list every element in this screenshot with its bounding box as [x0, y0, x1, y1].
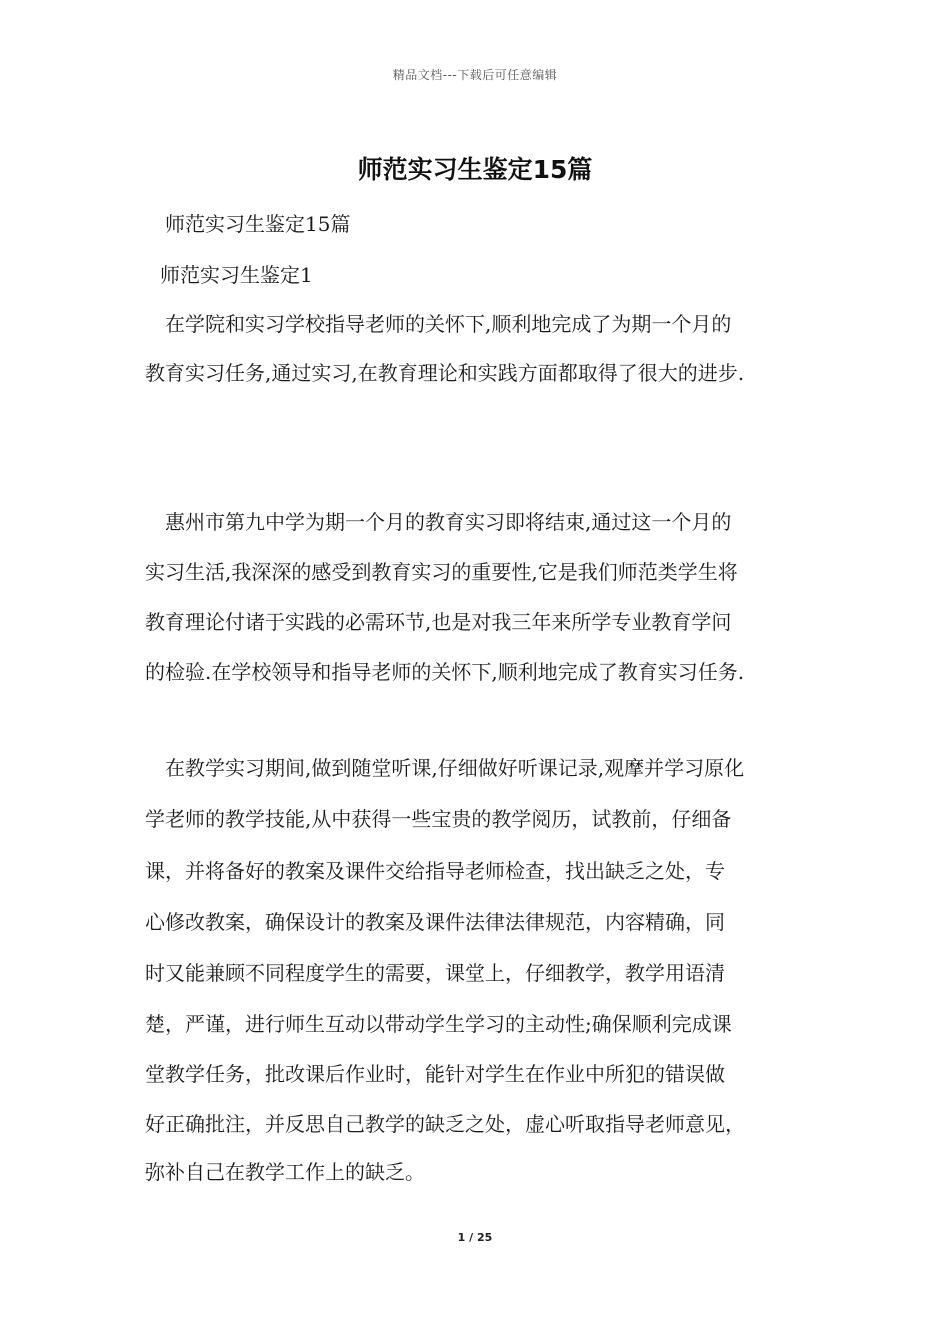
paragraph-line: 教育理论付诸于实践的必需环节,也是对我三年来所学专业教育学问: [145, 610, 732, 634]
paragraph-line: 在学院和实习学校指导老师的关怀下,顺利地完成了为期一个月的: [165, 312, 732, 336]
paragraph-line: 实习生活,我深深的感受到教育实习的重要性,它是我们师范类学生将: [145, 560, 738, 584]
paragraph-line: 教育实习任务,通过实习,在教育理论和实践方面都取得了很大的进步.: [145, 361, 745, 385]
paragraph-line: 在教学实习期间,做到随堂听课,仔细做好听课记录,观摩并学习原化: [165, 756, 745, 780]
paragraph-line: 时又能兼顾不同程度学生的需要，课堂上，仔细教学，教学用语清: [145, 961, 725, 985]
paragraph-line: 堂教学任务，批改课后作业时，能针对学生在作业中所犯的错误做: [145, 1062, 725, 1086]
paragraph-line: 的检验.在学校领导和指导老师的关怀下,顺利地完成了教育实习任务.: [145, 660, 745, 684]
page-header: 精品文档---下载后可任意编辑: [392, 68, 558, 82]
paragraph-line: 课，并将备好的教案及课件交给指导老师检查，找出缺乏之处，专: [145, 859, 725, 883]
paragraph-line: 好正确批注，并反思自己教学的缺乏之处，虚心听取指导老师意见，: [145, 1112, 745, 1136]
paragraph-line: 心修改教案，确保设计的教案及课件法律法律规范，内容精确，同: [145, 910, 725, 934]
page-number: 1 / 25: [457, 1231, 493, 1244]
paragraph-line: 楚，严谨，进行师生互动以带动学生学习的主动性;确保顺利完成课: [145, 1012, 732, 1036]
document-subtitle: 师范实习生鉴定15篇: [165, 212, 351, 236]
document-title: 师范实习生鉴定15篇: [357, 155, 593, 184]
section-heading: 师范实习生鉴定1: [160, 263, 313, 287]
paragraph-line: 弥补自己在教学工作上的缺乏。: [145, 1160, 425, 1184]
paragraph-line: 学老师的教学技能,从中获得一些宝贵的教学阅历，试教前，仔细备: [145, 807, 732, 831]
paragraph-line: 惠州市第九中学为期一个月的教育实习即将结束,通过这一个月的: [165, 510, 732, 534]
